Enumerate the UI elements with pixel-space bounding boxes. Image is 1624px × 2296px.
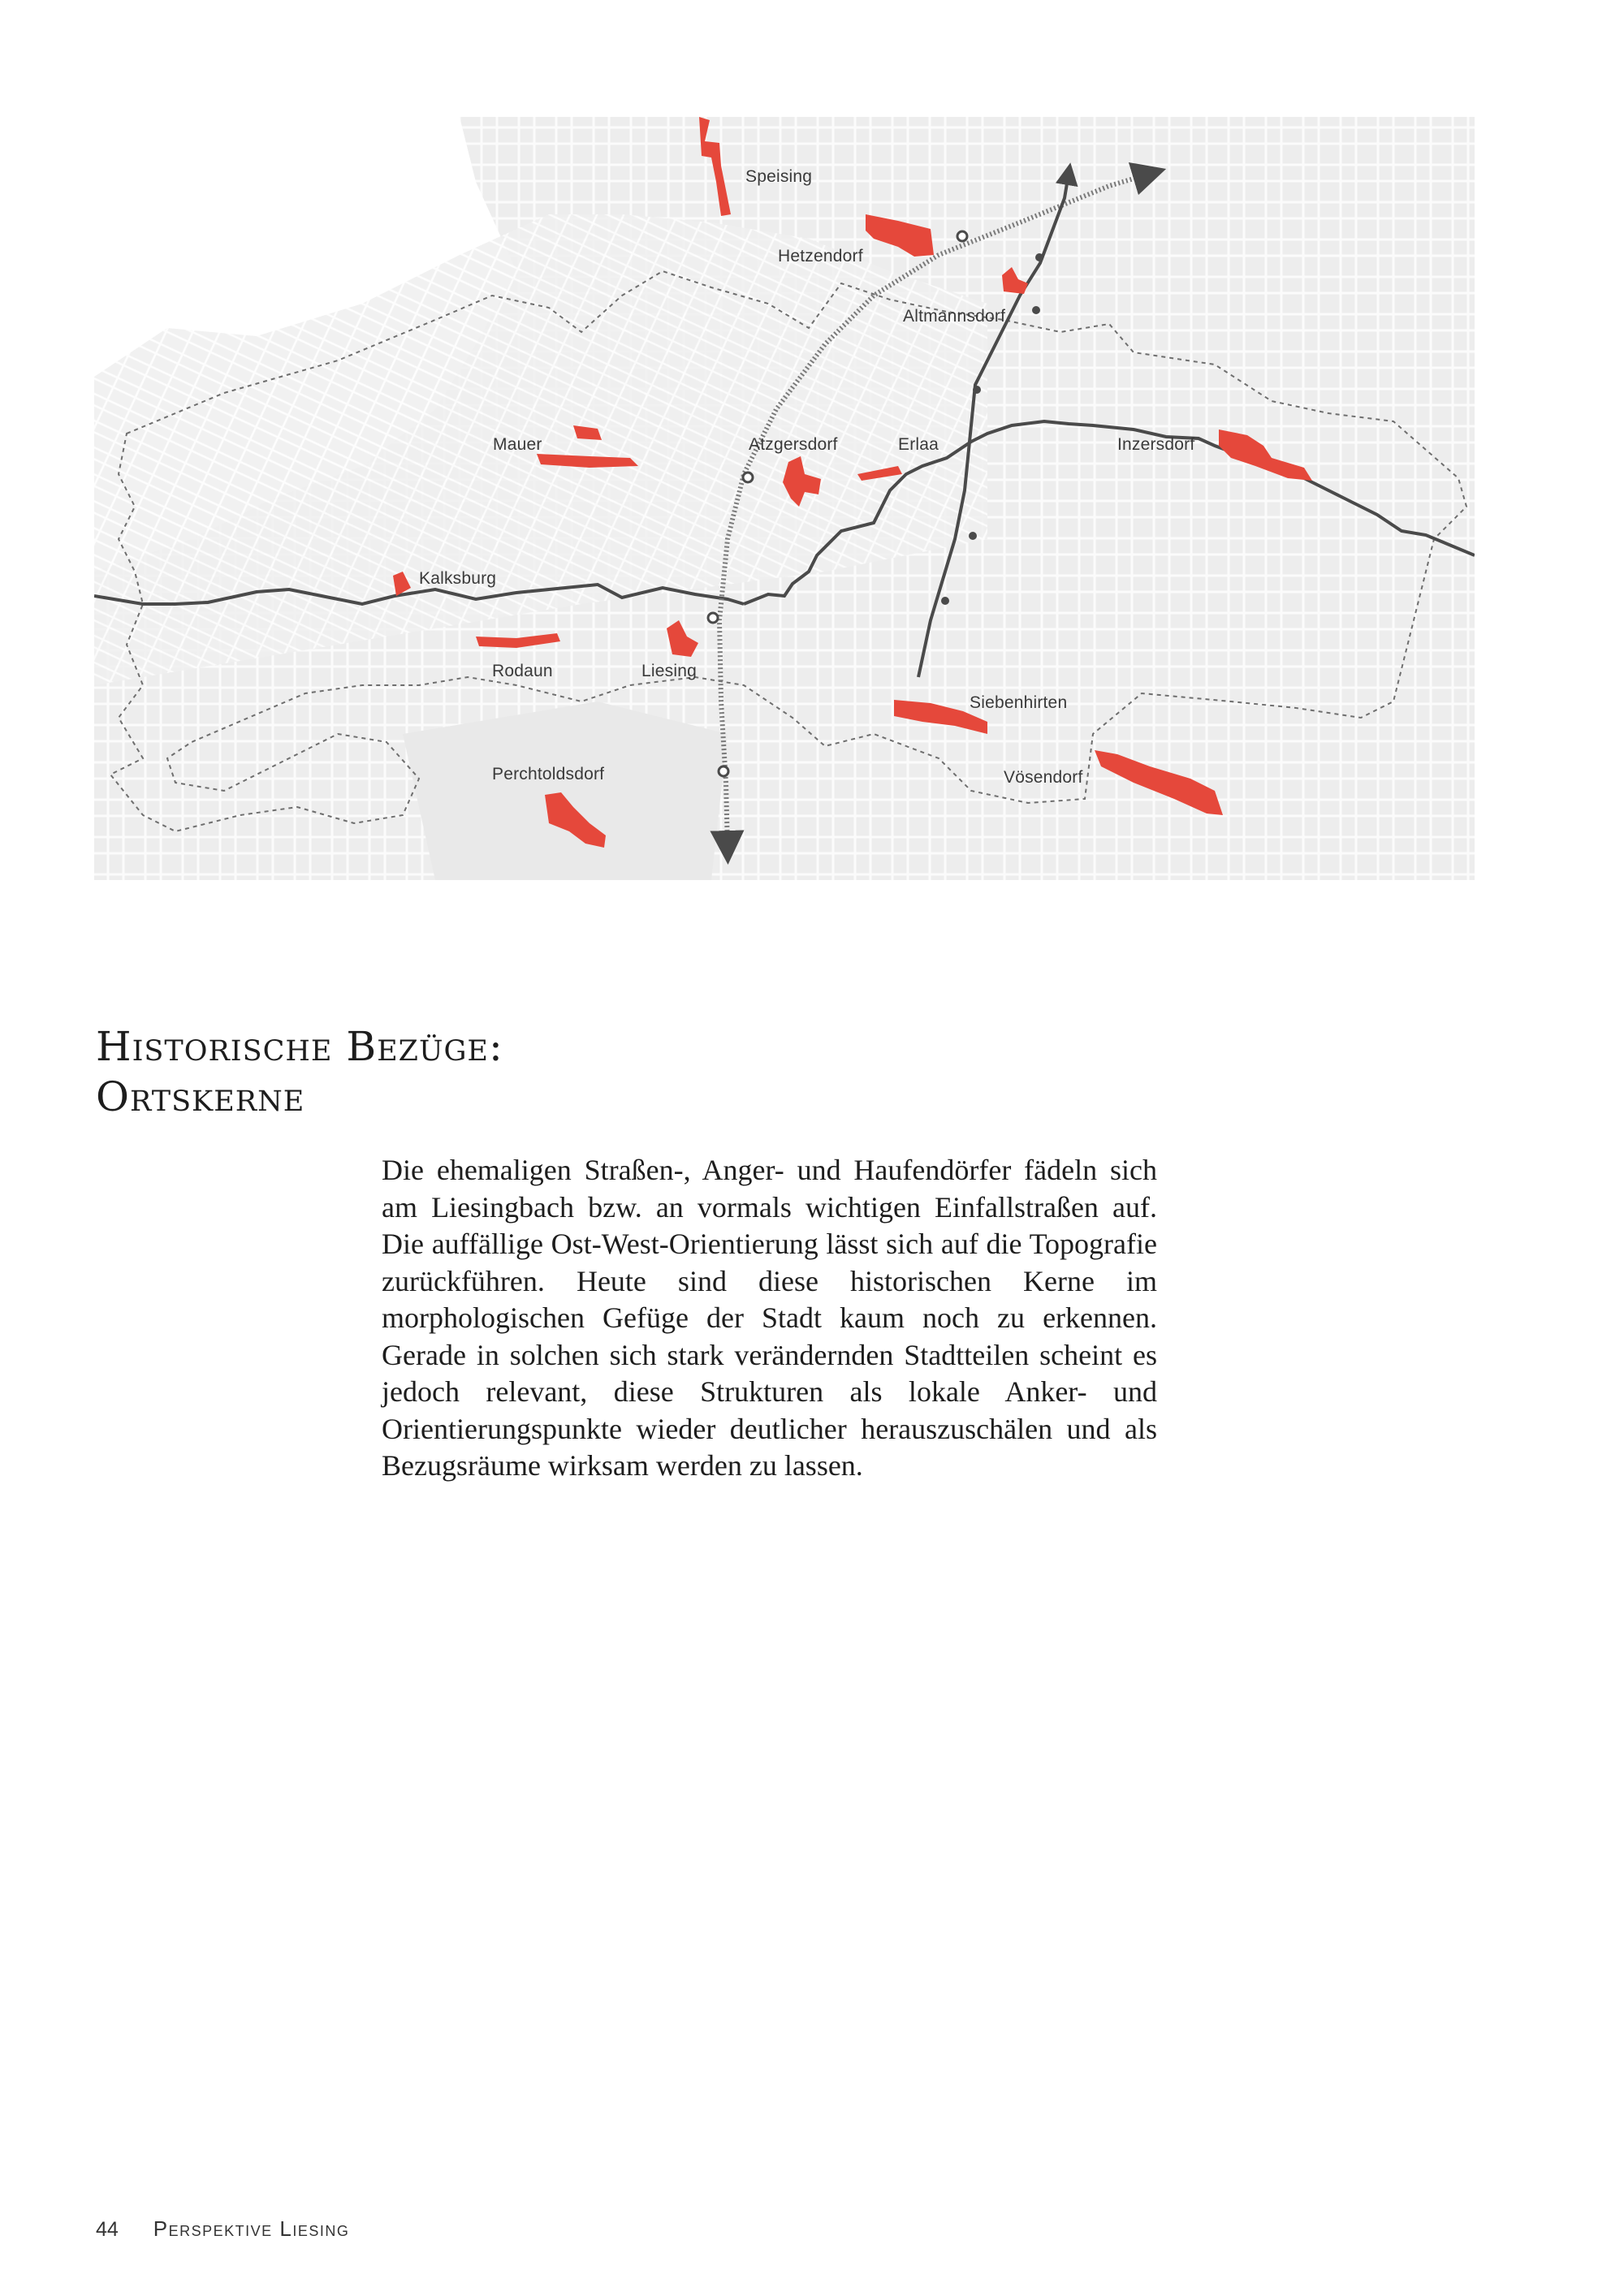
heading-line-2: Ortskerne: [96, 1073, 305, 1120]
label-rodaun: Rodaun: [492, 662, 553, 680]
running-title: Perspektive Liesing: [153, 2216, 350, 2241]
label-altmannsdorf: Altmannsdorf: [903, 307, 1006, 326]
label-hetzendorf: Hetzendorf: [778, 247, 863, 265]
urban-fabric: [94, 117, 1475, 880]
label-erlaa: Erlaa: [898, 435, 939, 454]
page-footer: [96, 2216, 349, 2242]
page-number: 44: [96, 2218, 119, 2241]
label-atzgersdorf: Atzgersdorf: [749, 435, 838, 454]
label-inzersdorf: Inzersdorf: [1117, 435, 1195, 454]
historic-village-cores-map: [94, 117, 1475, 880]
label-kalksburg: Kalksburg: [419, 569, 497, 588]
label-speising: Speising: [745, 167, 813, 186]
label-liesing: Liesing: [641, 662, 697, 680]
label-siebenhirten: Siebenhirten: [970, 693, 1068, 712]
label-perchtoldsdorf: Perchtoldsdorf: [492, 765, 605, 783]
body-paragraph: Die ehemaligen Straßen-, Anger- und Haufendörfer fädeln sich am Liesingbach bzw. an vormals wichtigen Einfallstraßen auf. Die auffällige Ost-West-Orientierung lässt sich auf die Topografie zurückführen. Heute sind diese historischen Kerne im morphologischen Gefüge der Stadt kaum noch zu erkennen. Gerade in solchen sich stark verändernden Stadtteilen scheint es jedoch relevant, diese Strukturen als lokale Anker- und Orientierungspunkte wieder deutlicher herauszuschälen und als Bezugsräume wirksam werden zu lassen.: [382, 1154, 1157, 1482]
heading-line-1: Historische Bezüge:: [96, 1023, 503, 1070]
label-mauer: Mauer: [493, 435, 542, 454]
section-heading: [96, 1021, 503, 1122]
label-voesendorf: Vösendorf: [1004, 768, 1083, 787]
